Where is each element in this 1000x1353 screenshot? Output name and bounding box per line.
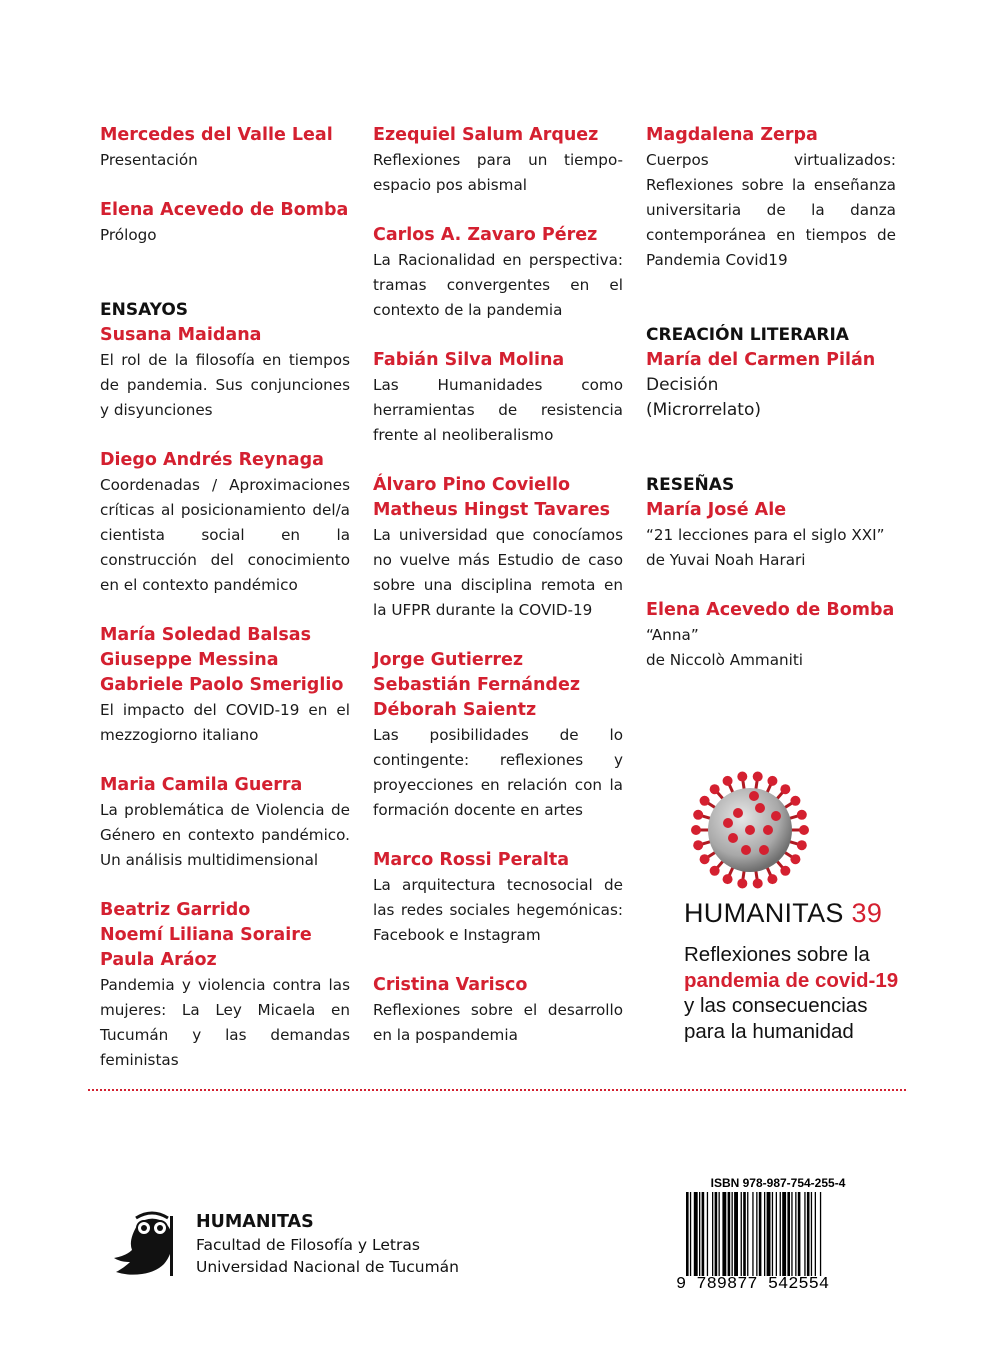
coronavirus-image [688,768,812,892]
entry-title: Prólogo [100,226,157,244]
subtitle-line: y las consecuencias [684,994,868,1017]
section-heading-resenas: RESEÑAS [646,475,735,495]
toc-entry [646,123,896,273]
dotted-divider [88,1089,906,1091]
toc-entry [100,773,350,873]
column-1 [100,123,350,1073]
author-name: Déborah Saientz [373,700,537,720]
author-name: Gabriele Paolo Smeriglio [100,675,344,695]
entry-title: Reflexiones sobre el desarrollo en la pospandemia [373,1001,623,1044]
author-name: María Soledad Balsas [100,625,311,645]
toc-entry [100,448,350,598]
author-name: Noemí Liliana Soraire [100,925,312,945]
toc-entry [373,648,623,823]
entry-title: El rol de la filosofía en tiempos de pandemia. Sus conjunciones y disyunciones [100,351,350,419]
barcode-bars [676,1192,880,1276]
entry-title: Las Humanidades como herramientas de resistencia frente al neoliberalismo [373,376,623,444]
toc-entry [100,898,350,1073]
barcode-digits: 9 789877 542554 [676,1275,830,1294]
author-name: Beatriz Garrido [100,900,251,920]
publisher-name: HUMANITAS [196,1212,314,1232]
author-name: Mercedes del Valle Leal [100,125,333,145]
entry-title: La universidad que conocíamos no vuelve más Estudio de caso sobre una disciplina remota en la UFPR durante la COVID-19 [373,526,623,619]
essays-list [100,323,350,1073]
toc-entry [373,223,623,323]
publisher-block [196,1210,459,1278]
toc-entry [373,123,623,198]
author-name: Sebastián Fernández [373,675,581,695]
subtitle-line: para la humanidad [684,1019,854,1043]
subtitle-highlight: pandemia de covid-19 [684,968,899,992]
entry-title: Presentación [100,151,198,169]
toc-entry [373,473,623,623]
author-name: Maria Camila Guerra [100,775,303,795]
subtitle-line: Reflexiones sobre la [684,943,870,966]
author-name: Paula Aráoz [100,950,217,970]
review-title: “21 lecciones para el siglo XXI” [646,526,885,544]
section-heading-creacion: CREACIÓN LITERARIA [646,325,849,345]
toc-entry [373,348,623,448]
toc-entry [373,848,623,948]
journal-number: 39 [851,898,883,928]
author-name: Elena Acevedo de Bomba [100,200,349,220]
author-name: Fabián Silva Molina [373,350,565,370]
entry-title: Cuerpos virtualizados: Reflexiones sobre la enseñanza universitaria de la danza contemporánea en tiempos de Pandemia Covid19 [646,151,896,269]
entry-title: El impacto del COVID-19 en el mezzogiorno italiano [100,701,350,744]
publisher-faculty: Facultad de Filosofía y Letras [196,1236,420,1254]
entry-title: Decisión [646,375,719,395]
isbn-text: ISBN 978-987-754-255-4 [710,1176,846,1190]
publisher-university: Universidad Nacional de Tucumán [196,1258,460,1276]
author-name: Cristina Varisco [373,975,528,995]
isbn-barcode [676,1176,880,1300]
review-book-author: de Yuvai Noah Harari [646,551,806,569]
author-name: Carlos A. Zavaro Pérez [373,225,598,245]
entry-title: La Racionalidad en perspectiva: tramas convergentes en el contexto de la pandemia [373,251,623,319]
author-name: Marco Rossi Peralta [373,850,570,870]
entry-subtitle: (Microrrelato) [646,400,761,420]
entry-title: Las posibilidades de lo contingente: reflexiones y proyecciones en relación con la formación docente en artes [373,726,623,819]
review-book-author: de Niccolò Ammaniti [646,651,804,669]
journal-subtitle [684,942,898,1044]
author-name: Elena Acevedo de Bomba [646,600,895,620]
column-3 [646,123,896,673]
entry-title: La problemática de Violencia de Género en contexto pandémico. Un análisis multidimensional [100,801,350,869]
entry-title: Reflexiones para un tiempo-espacio pos abismal [373,151,623,194]
author-name: Álvaro Pino Coviello [373,475,571,495]
author-name: Susana Maidana [100,325,262,345]
section-heading-ensayos: ENSAYOS [100,300,189,320]
entry-title: Coordenadas / Aproximaciones críticas al posicionamiento del/a cientista social en la construcción del conocimiento en el contexto pandémico [100,476,350,594]
author-name: Giuseppe Messina [100,650,279,670]
review-title: “Anna” [646,626,699,644]
author-name: Jorge Gutierrez [373,650,524,670]
toc-entry [100,323,350,423]
author-name: Ezequiel Salum Arquez [373,125,599,145]
column-2 [373,123,623,1048]
entry-title: La arquitectura tecnosocial de las redes sociales hegemónicas: Facebook e Instagram [373,876,623,944]
author-name: Matheus Hingst Tavares [373,500,611,520]
author-name: María del Carmen Pilán [646,350,876,370]
toc-entry [100,123,350,173]
author-name: María José Ale [646,500,787,520]
toc-entry [100,198,350,248]
toc-entry [100,623,350,748]
journal-title [684,898,882,929]
author-name: Diego Andrés Reynaga [100,450,324,470]
journal-name: HUMANITAS [684,898,844,928]
entry-title: Pandemia y violencia contra las mujeres: La Ley Micaela en Tucumán y las demandas feministas [100,976,350,1069]
author-name: Magdalena Zerpa [646,125,818,145]
owl-logo-icon [108,1206,190,1278]
toc-entry [373,973,623,1048]
